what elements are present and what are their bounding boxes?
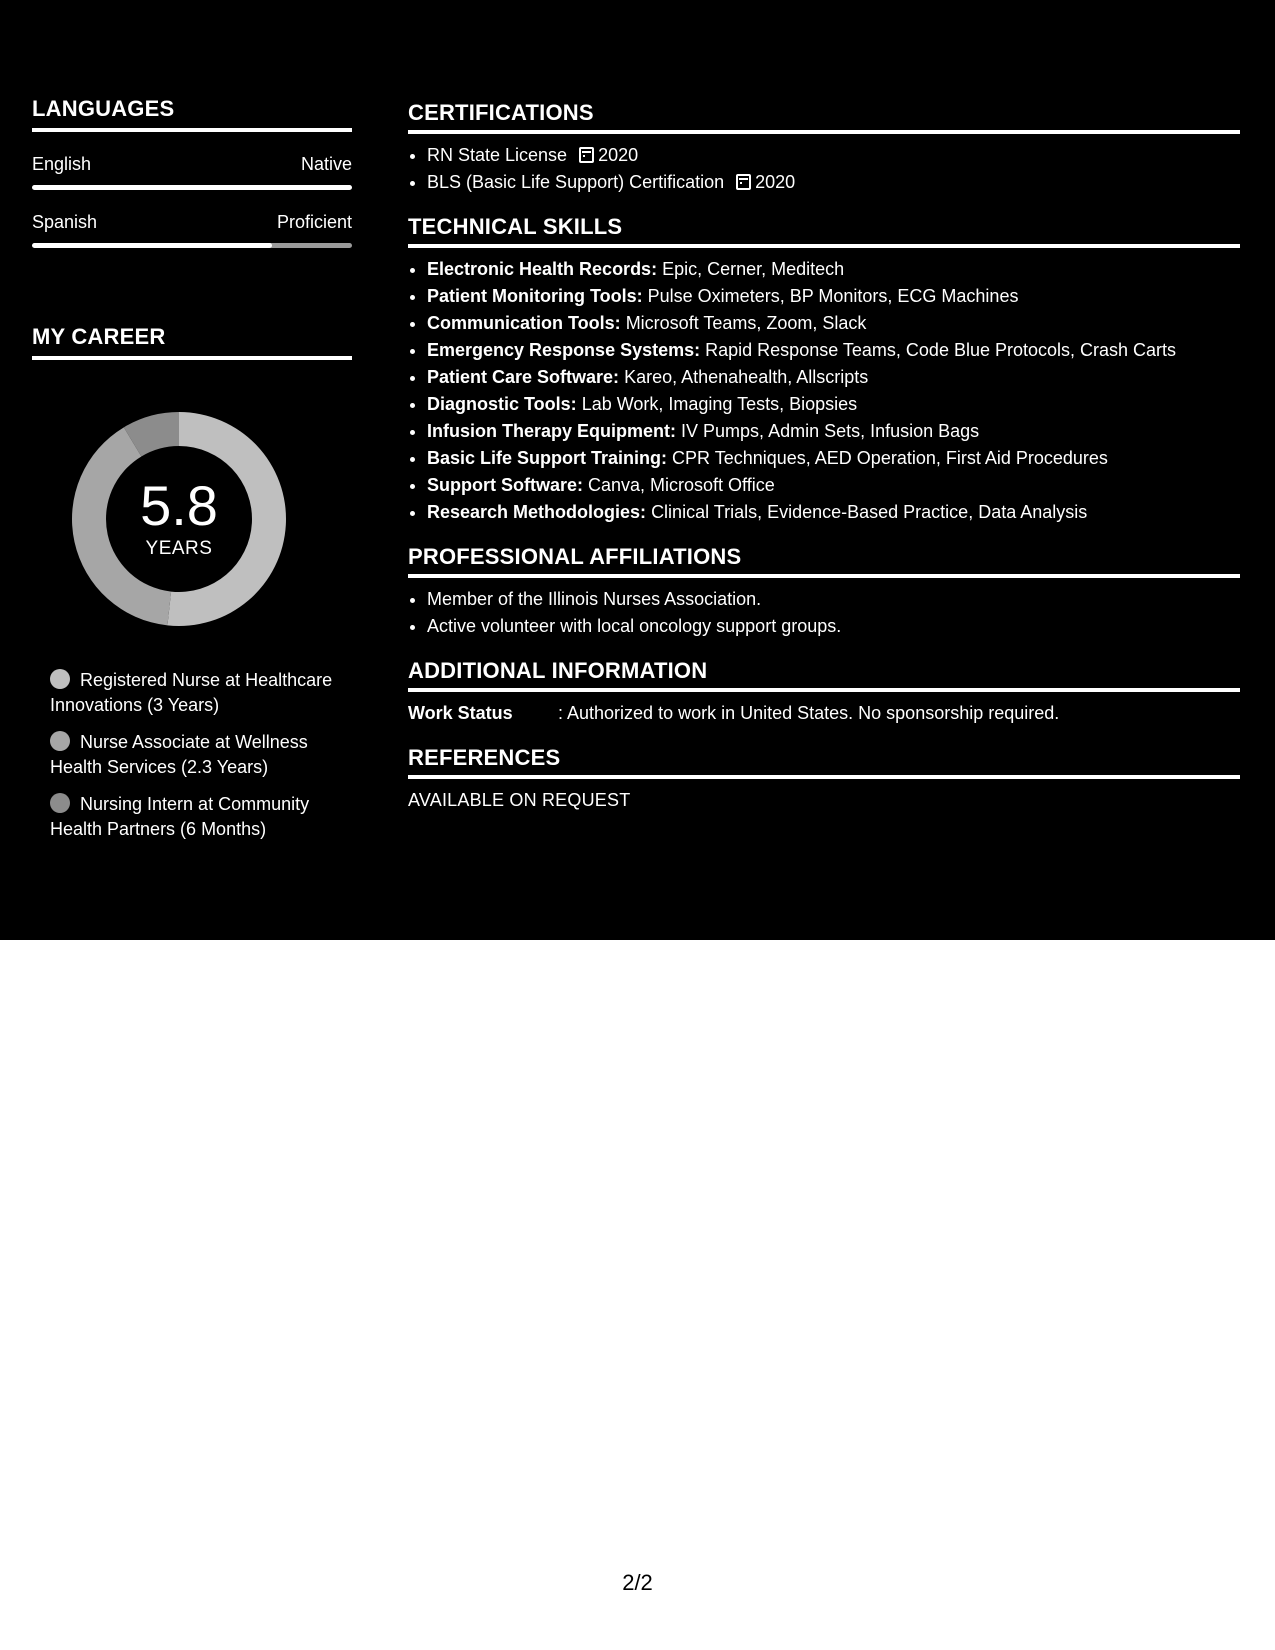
skill-label: Diagnostic Tools:: [427, 394, 577, 414]
skill-value: IV Pumps, Admin Sets, Infusion Bags: [681, 421, 980, 441]
skill-value: CPR Techniques, AED Operation, First Aid Procedures: [672, 448, 1108, 468]
technical-skills-list: [408, 256, 1240, 526]
skill-label: Electronic Health Records:: [427, 259, 658, 279]
career-legend-item: [50, 668, 350, 718]
language-item: [32, 154, 352, 190]
career-legend-item: [50, 792, 350, 842]
skill-value: Microsoft Teams, Zoom, Slack: [625, 313, 867, 333]
technical-skills-section: [408, 214, 1240, 526]
additional-info-heading: ADDITIONAL INFORMATION: [408, 658, 1240, 692]
career-legend-label: Nurse Associate at Wellness Health Services (2.3 Years): [50, 732, 308, 777]
skill-label: Patient Monitoring Tools:: [427, 286, 643, 306]
certification-name: RN State License: [427, 145, 568, 165]
technical-skills-heading: TECHNICAL SKILLS: [408, 214, 1240, 248]
legend-dot-icon: [50, 669, 70, 689]
skill-label: Support Software:: [427, 475, 583, 495]
affiliation-item: • Member of the Illinois Nurses Association.: [427, 586, 1240, 613]
skill-label: Emergency Response Systems:: [427, 340, 701, 360]
language-level-bar: [32, 185, 352, 190]
page-number: 2/2: [622, 1570, 653, 1595]
career-donut-chart: [66, 406, 292, 632]
legend-dot-icon: [50, 793, 70, 813]
right-column: [408, 100, 1240, 832]
certifications-heading: CERTIFICATIONS: [408, 100, 1240, 134]
language-level-fill: [32, 185, 352, 190]
skill-label: Communication Tools:: [427, 313, 621, 333]
skill-item: [427, 283, 1240, 310]
additional-info-section: [408, 658, 1240, 727]
certification-item: [427, 169, 1240, 196]
skill-item: [427, 337, 1240, 364]
skill-item: [427, 499, 1240, 526]
skill-label: Infusion Therapy Equipment:: [427, 421, 677, 441]
career-legend-label: Nursing Intern at Community Health Partners (6 Months): [50, 794, 310, 839]
skill-item: [427, 445, 1240, 472]
certification-item: [427, 142, 1240, 169]
career-total-unit: YEARS: [145, 538, 213, 559]
affiliations-list: [408, 586, 1240, 640]
skill-item: [427, 391, 1240, 418]
calendar-icon: [736, 174, 751, 190]
language-name: English: [32, 154, 92, 174]
certification-year: 2020: [755, 172, 796, 192]
affiliations-section: [408, 544, 1240, 640]
skill-label: Patient Care Software:: [427, 367, 620, 387]
skill-value: Pulse Oximeters, BP Monitors, ECG Machines: [647, 286, 1019, 306]
references-section: [408, 745, 1240, 814]
certification-year: 2020: [598, 145, 639, 165]
work-status-value: : Authorized to work in United States. No sponsorship required.: [558, 703, 1060, 723]
career-legend-item: [50, 730, 350, 780]
language-level: Native: [300, 154, 352, 174]
skill-item: [427, 310, 1240, 337]
skill-item: [427, 418, 1240, 445]
career-legend-label: Registered Nurse at Healthcare Innovations (3 Years): [50, 670, 333, 715]
certifications-list: [408, 142, 1240, 196]
skill-value: Lab Work, Imaging Tests, Biopsies: [581, 394, 858, 414]
language-level: Proficient: [276, 212, 352, 232]
legend-dot-icon: [50, 731, 70, 751]
language-item: [32, 212, 352, 248]
work-status-key: Work Status: [408, 703, 513, 723]
skill-value: Epic, Cerner, Meditech: [662, 259, 845, 279]
skill-item: [427, 364, 1240, 391]
skill-item: [427, 256, 1240, 283]
language-name: Spanish: [32, 212, 98, 232]
language-level-fill: [32, 243, 272, 248]
left-column: [32, 96, 352, 854]
references-text: AVAILABLE ON REQUEST: [408, 790, 631, 810]
references-heading: REFERENCES: [408, 745, 1240, 779]
skill-value: Kareo, Athenahealth, Allscripts: [624, 367, 869, 387]
career-heading: MY CAREER: [32, 324, 352, 360]
skill-item: [427, 472, 1240, 499]
work-status-row: [408, 700, 1240, 727]
languages-heading: LANGUAGES: [32, 96, 352, 132]
career-total-value: 5.8: [140, 474, 218, 537]
affiliation-item: • Active volunteer with local oncology support groups.: [427, 613, 1240, 640]
skill-label: Basic Life Support Training:: [427, 448, 668, 468]
skill-value: Rapid Response Teams, Code Blue Protocols, Crash Carts: [705, 340, 1177, 360]
language-level-bar: [32, 243, 352, 248]
certification-name: BLS (Basic Life Support) Certification: [427, 172, 725, 192]
career-legend: [50, 668, 350, 842]
skill-value: Canva, Microsoft Office: [588, 475, 775, 495]
skill-value: Clinical Trials, Evidence-Based Practice, Data Analysis: [651, 502, 1088, 522]
affiliations-heading: PROFESSIONAL AFFILIATIONS: [408, 544, 1240, 578]
calendar-icon: [579, 147, 594, 163]
skill-label: Research Methodologies:: [427, 502, 647, 522]
certifications-section: [408, 100, 1240, 196]
